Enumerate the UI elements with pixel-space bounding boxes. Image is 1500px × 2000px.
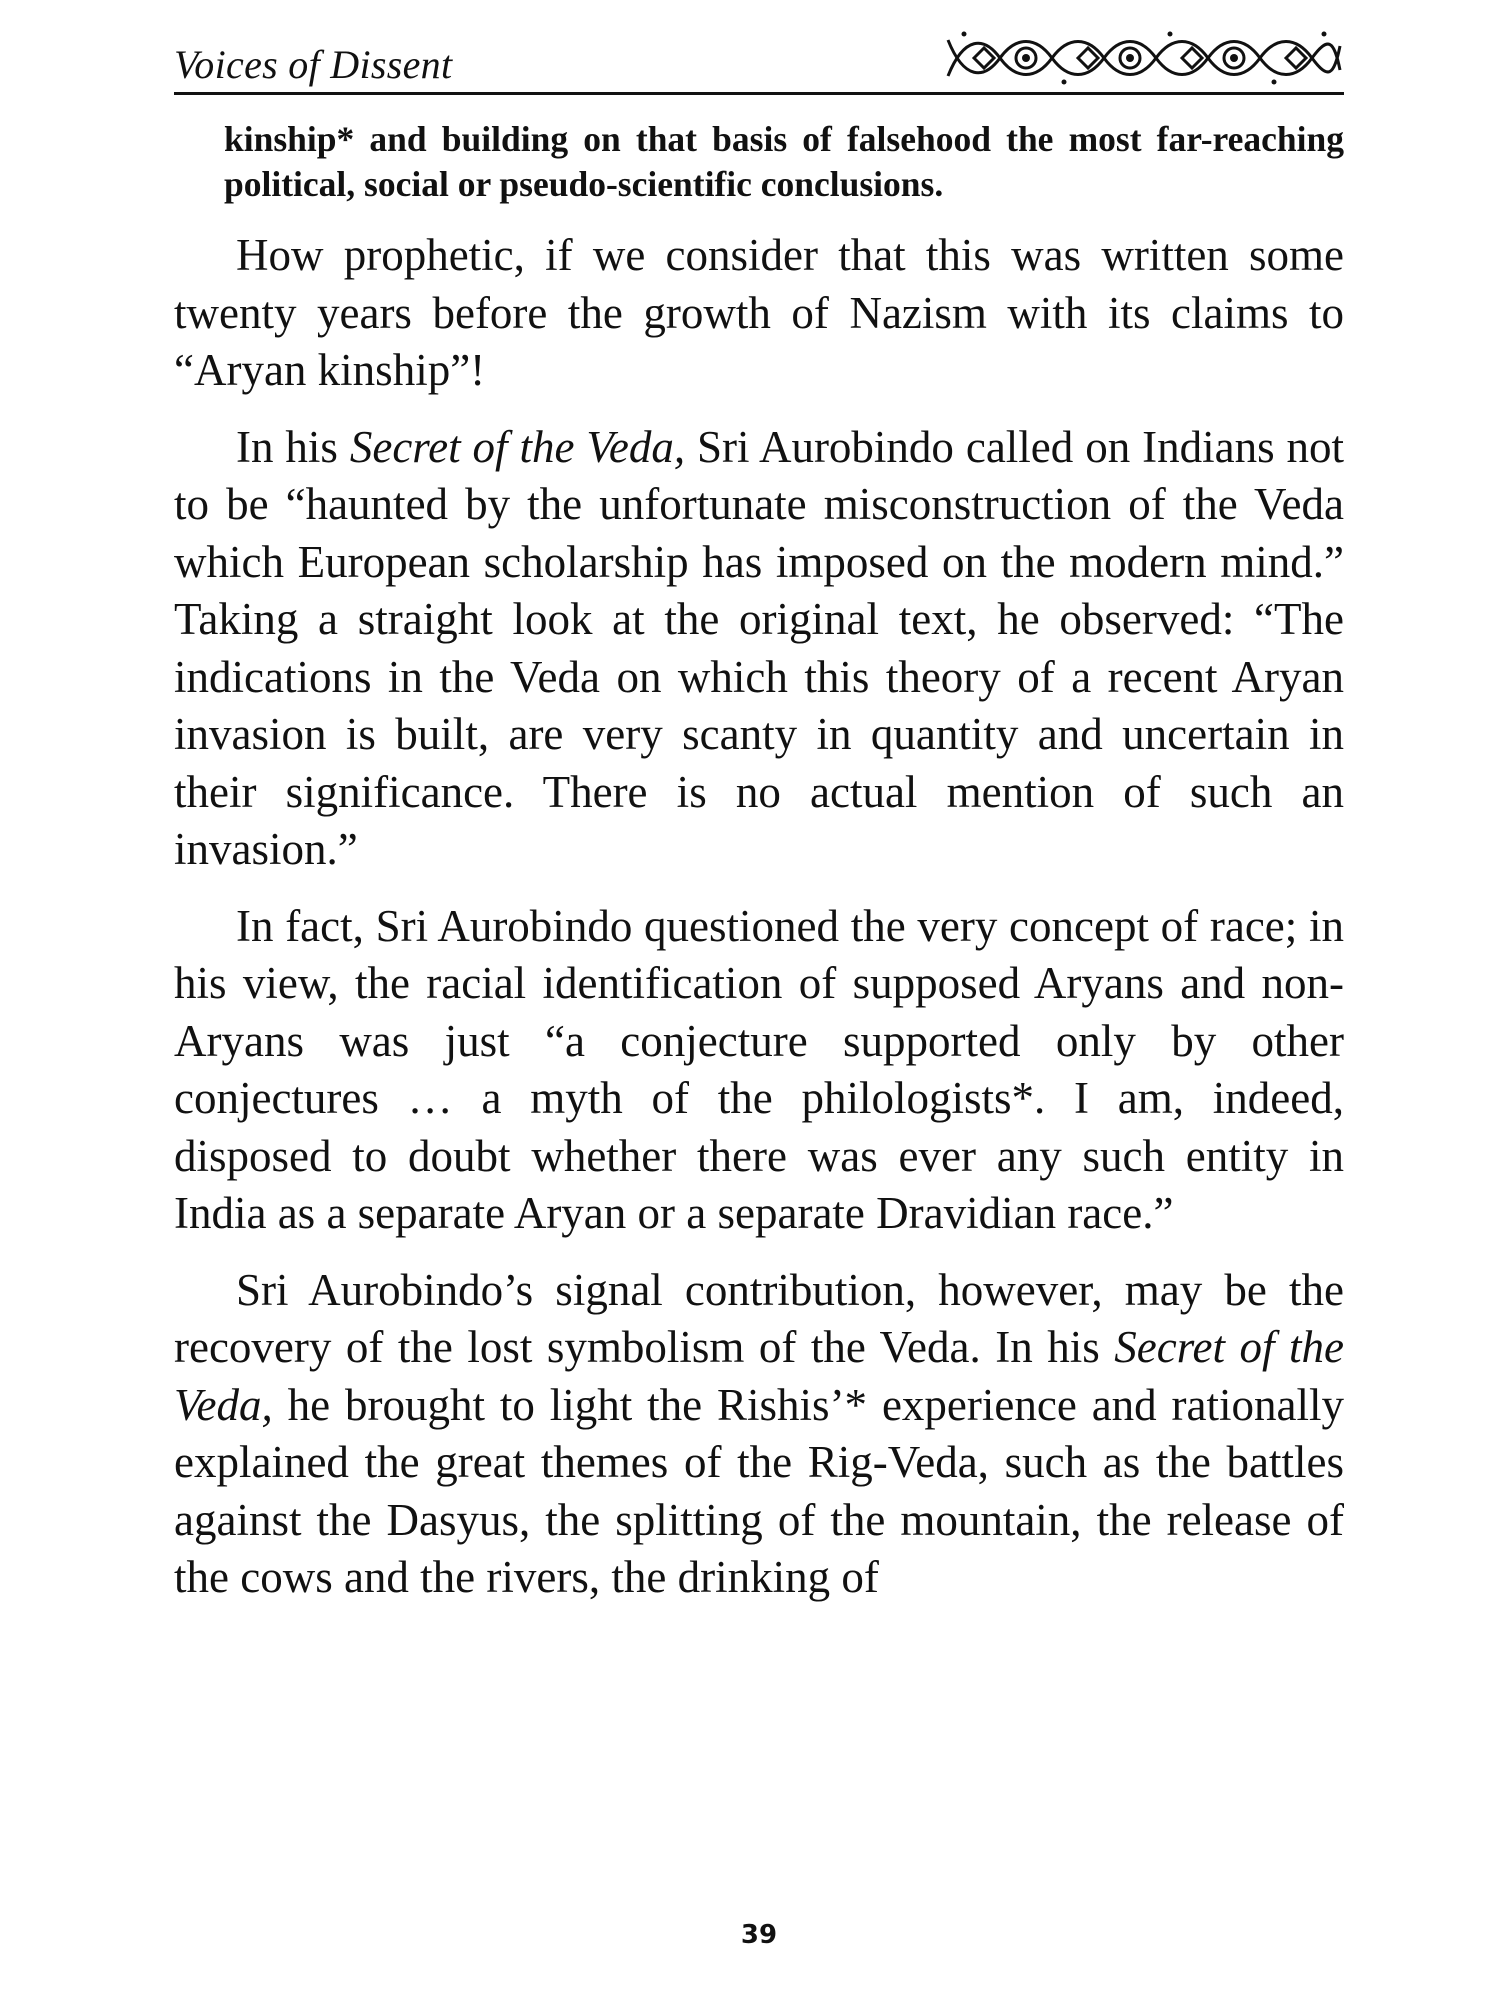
- book-title: Secret of the Veda,: [349, 421, 686, 472]
- paragraph-concept-of-race: In fact, Sri Aurobindo questioned the very concept of race; in his view, the racial identification of supposed Aryans and non-Aryans was just “a conjecture supported only by other conjectures … a myth of the philologists*. I am, indeed, disposed to doubt whether there was ever any such entity in India as a separate Aryan or a separate Dravidian race.”: [174, 900, 1344, 1238]
- running-title: Voices of Dissent: [174, 42, 453, 87]
- block-quote: kinship* and building on that basis of falsehood the most far-reaching political, social or pseudo-scientific conclusions.: [224, 119, 1344, 204]
- paragraph-text: Sri Aurobindo’s signal contribution, however, may be the recovery of the lost symbolism of the Veda. In his: [174, 1264, 1344, 1372]
- paragraph-secret-of-veda: [174, 419, 1344, 879]
- book-page: [174, 40, 1344, 1980]
- page-number: 39: [740, 1920, 778, 1950]
- paragraph-text: he brought to light the Rishis’* experience and rationally explained the great themes of the Rig-Veda, such as the battles against the Dasyus, the splitting of the mountain, the release of the cows and the rivers, the drinking of: [174, 1379, 1344, 1602]
- paragraph-text: In his: [236, 421, 350, 472]
- running-header: [174, 40, 1344, 95]
- paragraph-signal-contribution: [174, 1262, 1344, 1607]
- book-title: Secret of the Veda,: [174, 1322, 1344, 1430]
- paragraph-prophetic: How prophetic, if we consider that this was written some twenty years before the growth of Nazism with its claims to “Aryan kinship”!: [174, 230, 1344, 395]
- decorative-vine-ornament-icon: [944, 26, 1344, 90]
- paragraph-text: Sri Aurobindo called on Indians not to be “haunted by the unfortunate misconstruction of the Veda which European scholarship has imposed on the modern mind.” Taking a straight look at the original text, he observed: “The indications in the Veda on which this theory of a recent Aryan invasion is built, are very scanty in quantity and uncertain in their significance. There is no actual mention of such an invasion.”: [174, 421, 1345, 874]
